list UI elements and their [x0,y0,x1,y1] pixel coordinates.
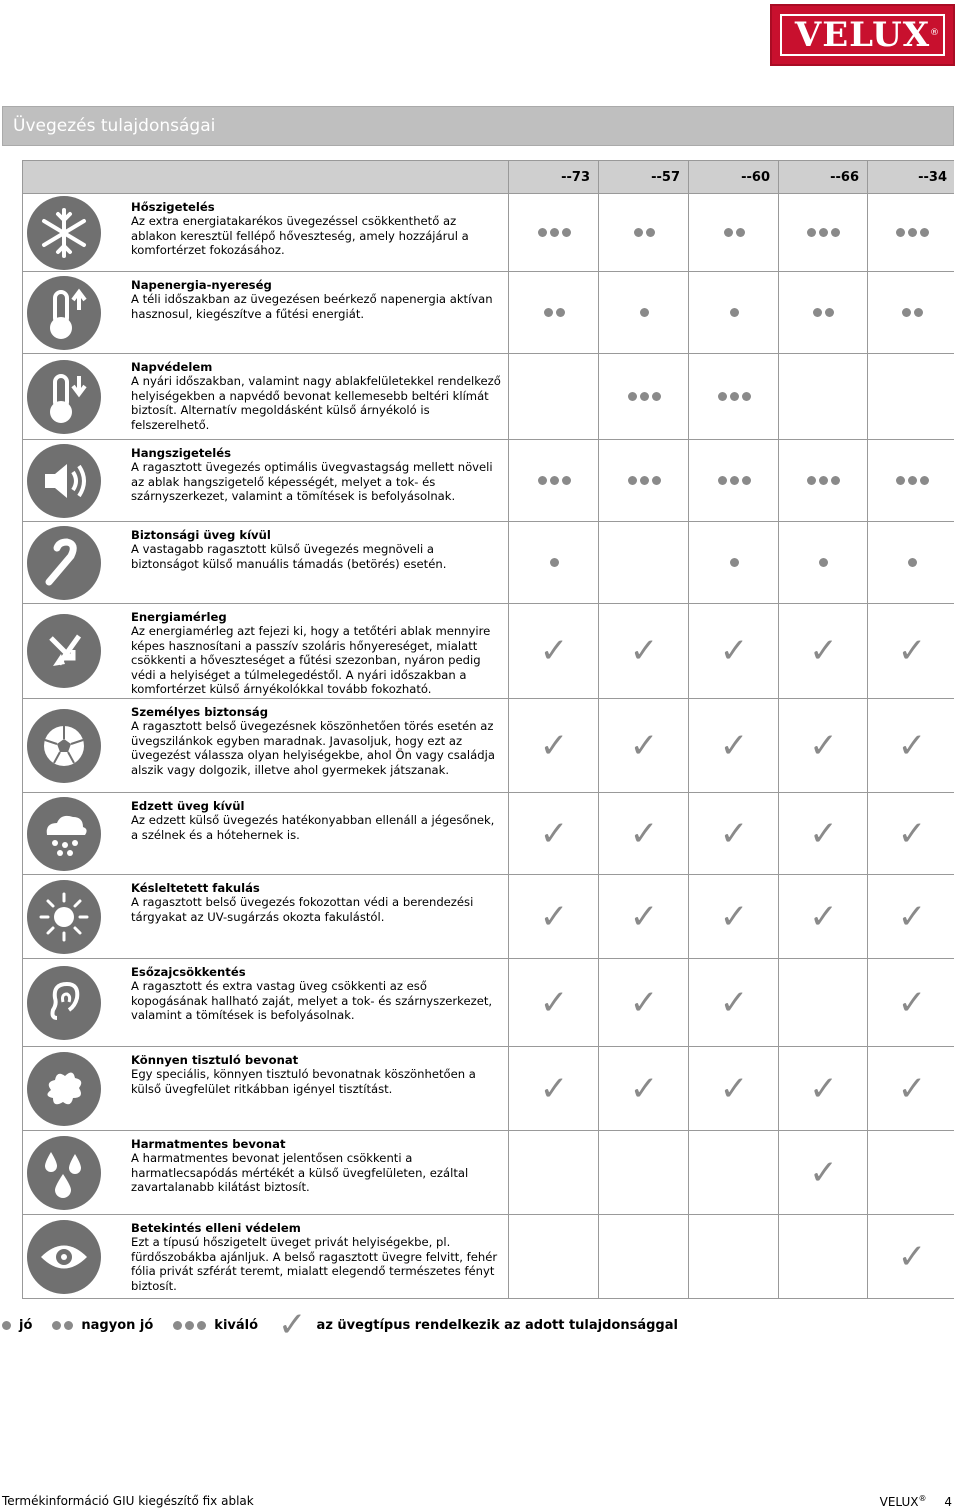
table-body [22,194,954,1299]
rating-dot [544,308,553,317]
rating-dot [724,228,733,237]
property-text: A ragasztott és extra vastag üveg csökkenti az eső kopogásának hallható zaját, melyet a tok- és szárnyszerkezet, valamint a tömítések is befolyásolnak. [131,979,493,1023]
legend-check-icon: ✓ [278,1305,307,1345]
rating-cell [688,699,779,792]
icon-cell [23,440,123,521]
property-description [131,1221,503,1293]
rating-cell [778,440,868,521]
rating-cell [778,793,868,874]
legend-label-excellent: kiváló [214,1317,259,1333]
rating-cell [688,1047,779,1130]
property-title: Betekintés elleni védelem [131,1221,301,1235]
property-title: Energiamérleg [131,610,227,624]
snowflake-icon [27,196,101,270]
footer-registered-mark: ® [918,1494,927,1503]
property-text: Az extra energiatakarékos üvegezéssel csökkenthető az ablakon keresztül fellépő hőveszteség, amely hozzájárul a komfortérzet fokozásához. [131,214,469,258]
rating-dot [550,476,559,485]
legend-one-dot [2,1321,11,1330]
checkmark-icon: ✓ [897,896,927,937]
checkmark-icon: ✓ [809,1152,838,1193]
rating-cell [867,1215,956,1298]
rating-dots [718,392,751,401]
icon-cell [23,522,123,603]
column-header: --57 [598,161,688,194]
ear-icon [27,966,101,1040]
checkmark-icon: ✓ [539,813,569,854]
rating-dot [730,308,739,317]
rating-cell [508,440,599,521]
table-row [22,194,954,272]
eye-icon [27,1220,101,1294]
rating-dot [819,228,828,237]
rating-cell [867,522,956,603]
legend [0,1305,678,1345]
table-header [22,160,954,194]
checkmark-icon: ✓ [897,982,927,1023]
rating-dot [908,558,917,567]
icon-cell [23,194,123,271]
rating-cell [867,793,956,874]
rating-dot [562,476,571,485]
crowbar-icon [27,526,101,600]
rating-dot [550,558,559,567]
property-description [131,446,503,504]
checkmark-icon: ✓ [719,813,749,854]
checkmark-icon: ✓ [809,725,838,766]
property-text: Egy speciális, könnyen tisztuló bevonatnak köszönhetően a külső üvegfelület ritkábban igényel tisztítást. [131,1067,476,1096]
rating-cell [508,699,599,792]
rating-cell [508,194,599,271]
rating-cell [867,1047,956,1130]
checkmark-icon: ✓ [897,1068,927,1109]
table-row [22,959,954,1047]
logo-frame [780,14,945,56]
rating-cell [688,875,779,958]
rating-cell [688,793,779,874]
rating-dot [646,228,655,237]
splat-icon [27,1052,101,1126]
table-row [22,272,954,354]
rating-dots [896,476,929,485]
checkmark-icon: ✓ [539,1068,569,1109]
footer-brand: VELUX [879,1495,919,1509]
column-header: --34 [867,161,955,194]
rating-dots [730,558,739,567]
rating-dots [628,476,661,485]
property-title: Esőzajcsökkentés [131,965,246,979]
rating-dot [742,392,751,401]
rating-dot [825,308,834,317]
checkmark-icon: ✓ [539,982,569,1023]
rating-dots [896,228,929,237]
icon-cell [23,1131,123,1214]
property-title: Könnyen tisztuló bevonat [131,1053,299,1067]
rating-cell [598,1131,689,1214]
property-description [131,610,503,696]
property-description [131,200,503,258]
rating-dot [652,476,661,485]
legend-three-dots [173,1321,206,1330]
rating-dots [807,476,840,485]
rating-dot [807,476,816,485]
rating-dot [556,308,565,317]
property-text: Az energiamérleg azt fejezi ki, hogy a tetőtéri ablak mennyire képes hasznosítani a passzív szoláris hőnyereséget, mialatt csökkenti a hőveszteséget a fűtési szezonban, nyáron pedig védi a helyiséget a túlmelegedéstől. A nyári időszakban a komfortérzet külső árnyékolókkal tovább fokozható. [131,624,491,697]
property-title: Harmatmentes bevonat [131,1137,286,1151]
column-header: --66 [778,161,867,194]
property-description [131,705,503,777]
table-row [22,1131,954,1215]
checkmark-icon: ✓ [629,1068,659,1109]
rating-cell [867,699,956,792]
checkmark-icon: ✓ [809,813,838,854]
rating-cell [867,1131,956,1214]
table-row [22,604,954,699]
table-row [22,1215,954,1299]
property-text: A harmatmentes bevonat jelentősen csökkenti a harmatlecsapódás mértékét a külső üvegfelületen, ezáltal zavartalanabb kilátást biztosít. [131,1151,469,1195]
rating-dot [914,308,923,317]
checkmark-icon: ✓ [897,725,927,766]
rating-dots [813,308,834,317]
rating-cell [688,194,779,271]
checkmark-icon: ✓ [809,1068,838,1109]
rating-cell [688,1215,779,1298]
rating-cell [598,272,689,353]
rating-cell [867,354,956,439]
checkmark-icon: ✓ [629,813,659,854]
rating-cell [778,1047,868,1130]
checkmark-icon: ✓ [629,896,659,937]
rating-cell [598,522,689,603]
rating-dot [730,392,739,401]
rating-dot [718,476,727,485]
rating-cell [688,272,779,353]
rating-dot [652,392,661,401]
speaker-icon [27,444,101,518]
sun-icon [27,880,101,954]
rating-cell [778,194,868,271]
checkmark-icon: ✓ [719,725,749,766]
checkmark-icon: ✓ [897,631,927,671]
icon-cell [23,604,123,698]
rating-cell [598,440,689,521]
rating-cell [598,604,689,698]
checkmark-icon: ✓ [719,896,749,937]
property-title: Hangszigetelés [131,446,232,460]
property-text: A ragasztott belső üvegezésnek köszönhetően törés esetén az üvegszilánkok egyben maradnak. Javasoljuk, hogy ezt az üvegezést válassza olyan helyiségekbe, ahol Ön vagy családja alszik vagy dolgozik, illetve ahol gyermekek játszanak. [131,719,495,777]
rating-dot [819,558,828,567]
rating-dot [831,476,840,485]
footer-page-number: 4 [944,1495,952,1509]
legend-label-good: jó [19,1317,33,1333]
rating-dot [640,308,649,317]
rating-dot [896,228,905,237]
rating-dot [640,392,649,401]
rating-dot [813,308,822,317]
checkmark-icon: ✓ [629,725,659,766]
rating-cell [598,354,689,439]
rating-cell [508,959,599,1046]
footer-product-info: Termékinformáció GIU kiegészítő fix ablak [2,1494,254,1508]
checkmark-icon: ✓ [719,631,749,671]
rating-dot [819,476,828,485]
rating-dot [640,476,649,485]
property-description [131,799,503,842]
property-text: A téli időszakban az üvegezésen beérkező napenergia aktívan hasznosul, kiegészítve a fűtési energiát. [131,292,493,321]
property-description [131,528,503,571]
rating-cell [598,1215,689,1298]
property-text: A vastagabb ragasztott külső üvegezés megnöveli a biztonságot külső manuális támadás (betörés) esetén. [131,542,447,571]
rating-dots [538,476,571,485]
rating-cell [778,959,868,1046]
checkmark-icon: ✓ [629,631,659,671]
rating-cell [778,1131,868,1214]
property-description [131,1137,503,1195]
icon-cell [23,959,123,1046]
rating-cell [508,354,599,439]
rating-dot [896,476,905,485]
rating-cell [598,699,689,792]
property-description [131,1053,503,1096]
properties-table [22,160,954,1299]
rating-dot [730,476,739,485]
rating-cell [598,959,689,1046]
rating-cell [598,194,689,271]
table-row [22,440,954,522]
checkmark-icon: ✓ [897,813,927,854]
property-text: A ragasztott belső üvegezés fokozottan védi a berendezési tárgyakat az UV-sugárzás okozta fakulástól. [131,895,474,924]
rating-dot [538,476,547,485]
logo-text: VELUX [794,15,931,55]
rating-dots [724,228,745,237]
rating-dots [807,228,840,237]
rating-dots [819,558,828,567]
property-text: Az edzett külső üvegezés hatékonyabban ellenáll a jégesőnek, a szélnek és a hótehernek is. [131,813,495,842]
rating-cell [867,959,956,1046]
icon-cell [23,699,123,792]
thermometer-up-icon [27,276,101,350]
page-title: Üvegezés tulajdonságai [13,116,216,136]
thermometer-down-icon [27,360,101,434]
rating-dot [902,308,911,317]
rating-cell [508,875,599,958]
rating-cell [778,1215,868,1298]
rating-dots [908,558,917,567]
rating-cell [688,959,779,1046]
property-title: Napenergia-nyereség [131,278,272,292]
table-row [22,875,954,959]
table-row [22,699,954,793]
rating-cell [598,875,689,958]
rating-cell [508,793,599,874]
rating-dot [920,228,929,237]
rating-cell [778,699,868,792]
checkmark-icon: ✓ [539,631,569,671]
property-title: Hőszigetelés [131,200,215,214]
rating-dot [831,228,840,237]
rating-dot [920,476,929,485]
property-title: Személyes biztonság [131,705,269,719]
rating-cell [688,440,779,521]
rating-dot [718,392,727,401]
rating-dot [538,228,547,237]
rating-dots [718,476,751,485]
checkmark-icon: ✓ [719,982,749,1023]
rating-cell [508,1047,599,1130]
rating-dot [908,228,917,237]
property-description [131,881,503,924]
rating-cell [508,522,599,603]
checkmark-icon: ✓ [539,896,569,937]
icon-cell [23,1215,123,1298]
rating-dot [550,228,559,237]
rating-cell [778,354,868,439]
rating-dot [628,476,637,485]
footer-brand-page [880,1494,952,1509]
legend-label-very-good: nagyon jó [81,1317,154,1333]
drops-icon [27,1136,101,1210]
rating-cell [688,1131,779,1214]
rating-dots [628,392,661,401]
property-title: Edzett üveg kívül [131,799,245,813]
table-row [22,793,954,875]
rating-cell [688,604,779,698]
property-title: Biztonsági üveg kívül [131,528,271,542]
football-icon [27,709,101,783]
icon-cell [23,354,123,439]
column-header: --60 [688,161,778,194]
rating-dot [807,228,816,237]
hail-cloud-icon [27,797,101,871]
rating-dot [628,392,637,401]
table-row [22,522,954,604]
checkmark-icon: ✓ [897,1236,927,1277]
property-text: Ezt a típusú hőszigetelt üveget privát helyiségekbe, pl. fürdőszobákba ajánljuk. A belső ragasztott üvegre felvitt, fehér fólia privát szférát teremt, mialatt elegendő természetes fényt biztosít. [131,1235,498,1293]
property-description [131,965,503,1023]
rating-cell [867,875,956,958]
velux-logo [770,4,955,66]
rating-cell [867,604,956,698]
rating-cell [867,440,956,521]
rating-dot [730,558,739,567]
property-text: A ragasztott üvegezés optimális üvegvastagság mellett növeli az ablak hangszigetelő képességét, melyet a tok- és szárnyszerkezet, valamint a tömítések is befolyásolnak. [131,460,493,504]
rating-cell [778,522,868,603]
property-description [131,360,503,432]
checkmark-icon: ✓ [809,896,838,937]
rating-dots [640,308,649,317]
icon-cell [23,875,123,958]
rating-dot [742,476,751,485]
icon-cell [23,1047,123,1130]
rating-cell [778,604,868,698]
rating-dots [550,558,559,567]
rating-dot [736,228,745,237]
rating-cell [778,875,868,958]
rating-dots [902,308,923,317]
icon-cell [23,793,123,874]
rating-cell [867,272,956,353]
column-header: --73 [508,161,598,194]
rating-cell [688,522,779,603]
energy-balance-icon [27,614,101,688]
rating-cell [598,793,689,874]
title-bar [2,106,954,146]
rating-cell [598,1047,689,1130]
rating-cell [508,272,599,353]
checkmark-icon: ✓ [629,982,659,1023]
logo-registered-mark: ® [930,28,939,38]
rating-dot [634,228,643,237]
rating-dots [538,228,571,237]
table-row [22,1047,954,1131]
icon-cell [23,272,123,353]
table-row [22,354,954,440]
rating-dot [562,228,571,237]
legend-two-dots [52,1321,73,1330]
property-description [131,278,503,321]
property-title: Késleltetett fakulás [131,881,260,895]
checkmark-icon: ✓ [719,1068,749,1109]
rating-cell [688,354,779,439]
rating-cell [508,1131,599,1214]
rating-cell [508,1215,599,1298]
rating-dots [634,228,655,237]
property-text: A nyári időszakban, valamint nagy ablakfelületekkel rendelkező helyiségekben a napvédő bevonat kellemesebb beltéri klímát biztosít. Alternatív megoldásként külső árnyékoló is felszerelhető. [131,374,501,432]
checkmark-icon: ✓ [539,725,569,766]
checkmark-icon: ✓ [809,631,838,671]
legend-label-has-property: az üvegtípus rendelkezik az adott tulajdonsággal [316,1317,678,1333]
rating-cell [867,194,956,271]
rating-dot [908,476,917,485]
rating-dots [544,308,565,317]
rating-cell [778,272,868,353]
rating-dots [730,308,739,317]
rating-cell [508,604,599,698]
property-title: Napvédelem [131,360,213,374]
